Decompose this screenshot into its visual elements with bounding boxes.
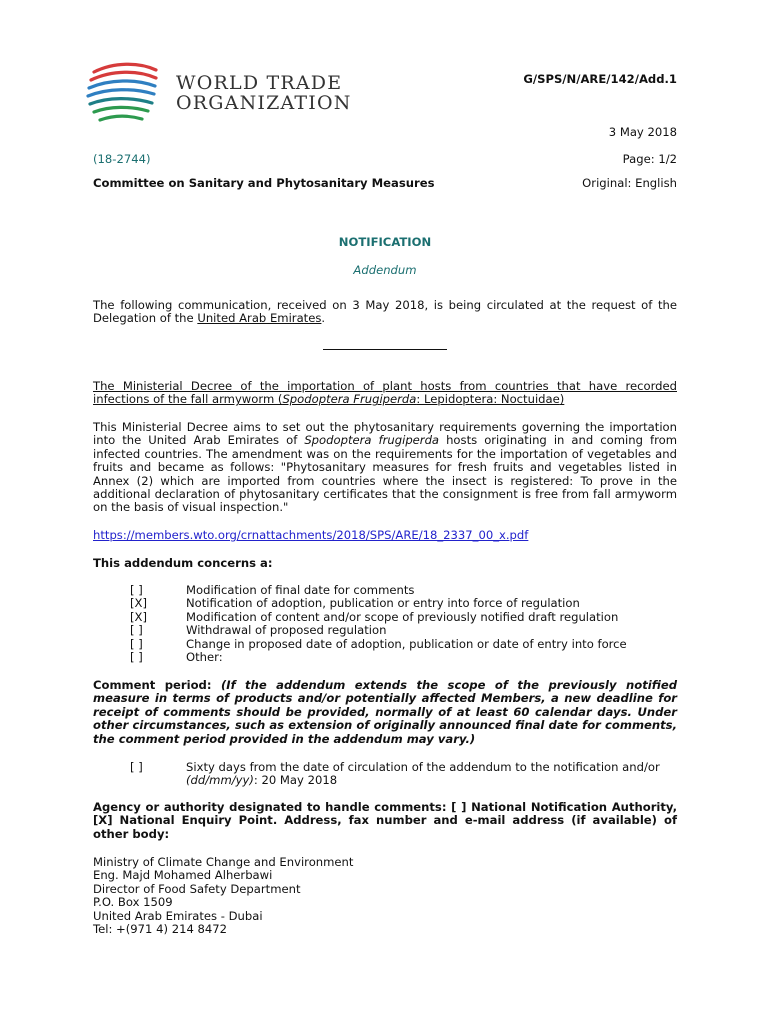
- agency-heading: Agency or authority designated to handle comments: [ ] National Notification Authority, [X] National Enquiry Point. Address, fax number and e-mail address (if available) of other body:: [93, 800, 677, 841]
- page-number: Page: 1/2: [622, 152, 677, 166]
- comment-option-text: Sixty days from the date of circulation of the addendum to the notification and/or (dd/mm/yy): 20 May 2018: [186, 760, 660, 788]
- address-line: United Arab Emirates - Dubai: [93, 908, 263, 923]
- comment-option-mark: [ ]: [130, 760, 143, 774]
- document-symbol: G/SPS/N/ARE/142/Add.1: [523, 72, 677, 86]
- concern-item: [130, 597, 730, 610]
- concern-item: [130, 611, 730, 624]
- decree-title: The Ministerial Decree of the importation of plant hosts from countries that have recorded infections of the fall armyworm (Spodoptera Frugiperda: Lepidoptera: Noctuidae): [93, 379, 677, 407]
- committee-name: Committee on Sanitary and Phytosanitary Measures: [93, 176, 435, 190]
- concerns-list: [130, 584, 690, 668]
- org-name-line1: WORLD TRADE: [176, 72, 343, 94]
- contact-address: [93, 856, 493, 936]
- address-line: Eng. Majd Mohamed Alherbawi: [93, 868, 273, 883]
- concern-item: [130, 584, 730, 597]
- checkbox-mark: [ ]: [130, 650, 143, 664]
- concern-label: Change in proposed date of adoption, publication or date of entry into force: [186, 636, 627, 651]
- country-link[interactable]: United Arab Emirates: [197, 311, 322, 326]
- wto-logo-icon: [84, 58, 164, 130]
- org-name-line2: ORGANIZATION: [176, 92, 352, 114]
- decree-description: This Ministerial Decree aims to set out the phytosanitary requirements governing the importation into the United Arab Emirates of Spodoptera frugiperda hosts originating in and coming from infected countries. The amendment was on the requirements for the importation of vegetables and fruits and became as follows: "Phytosanitary measures for fresh fruits and vegetables listed in Annex (2) which are imported from countries where the insect is registered: To prove in the additional declaration of phytosanitary certificates that the consignment is free from fall armyworm on the basis of visual inspection.": [93, 420, 677, 515]
- checkbox-mark: [ ]: [130, 583, 143, 597]
- comment-period: Comment period: (If the addendum extends the scope of the previously notified measure in terms of products and/or potentially affected Members, a new deadline for receipt of comments should be provided, normally of at least 60 calendar days. Under other circumstances, such as extension of originally announced final date for comments, the comment period provided in the addendum may vary.): [93, 678, 677, 746]
- intro-paragraph: The following communication, received on 3 May 2018, is being circulated at the request of the Delegation of the United Arab Emirates.: [93, 298, 677, 326]
- original-language: Original: English: [582, 176, 677, 190]
- attachment-link[interactable]: https://members.wto.org/crnattachments/2018/SPS/ARE/18_2337_00_x.pdf: [93, 528, 529, 542]
- notification-heading: NOTIFICATION: [338, 235, 432, 249]
- concern-label: Withdrawal of proposed regulation: [186, 623, 387, 638]
- concern-item: [130, 638, 730, 651]
- concern-label: Notification of adoption, publication or entry into force of regulation: [186, 596, 580, 611]
- concern-label: Modification of content and/or scope of previously notified draft regulation: [186, 609, 619, 624]
- concern-label: Other:: [186, 650, 223, 664]
- document-date: 3 May 2018: [608, 125, 677, 139]
- checkbox-mark: [X]: [130, 609, 147, 624]
- address-line: Tel: +(971 4) 214 8472: [93, 922, 228, 937]
- address-line: Ministry of Climate Change and Environment: [93, 855, 354, 869]
- concern-label: Modification of final date for comments: [186, 583, 415, 597]
- address-line: Director of Food Safety Department: [93, 881, 301, 896]
- concern-item: [130, 651, 730, 664]
- addendum-subheading: Addendum: [353, 263, 417, 277]
- separator-line: [323, 349, 447, 350]
- address-line: P.O. Box 1509: [93, 895, 173, 910]
- checkbox-mark: [ ]: [130, 636, 143, 651]
- reference-number: (18-2744): [93, 152, 151, 166]
- checkbox-mark: [ ]: [130, 623, 143, 638]
- concern-item: [130, 624, 730, 637]
- concerns-heading: This addendum concerns a:: [93, 556, 273, 570]
- checkbox-mark: [X]: [130, 596, 147, 611]
